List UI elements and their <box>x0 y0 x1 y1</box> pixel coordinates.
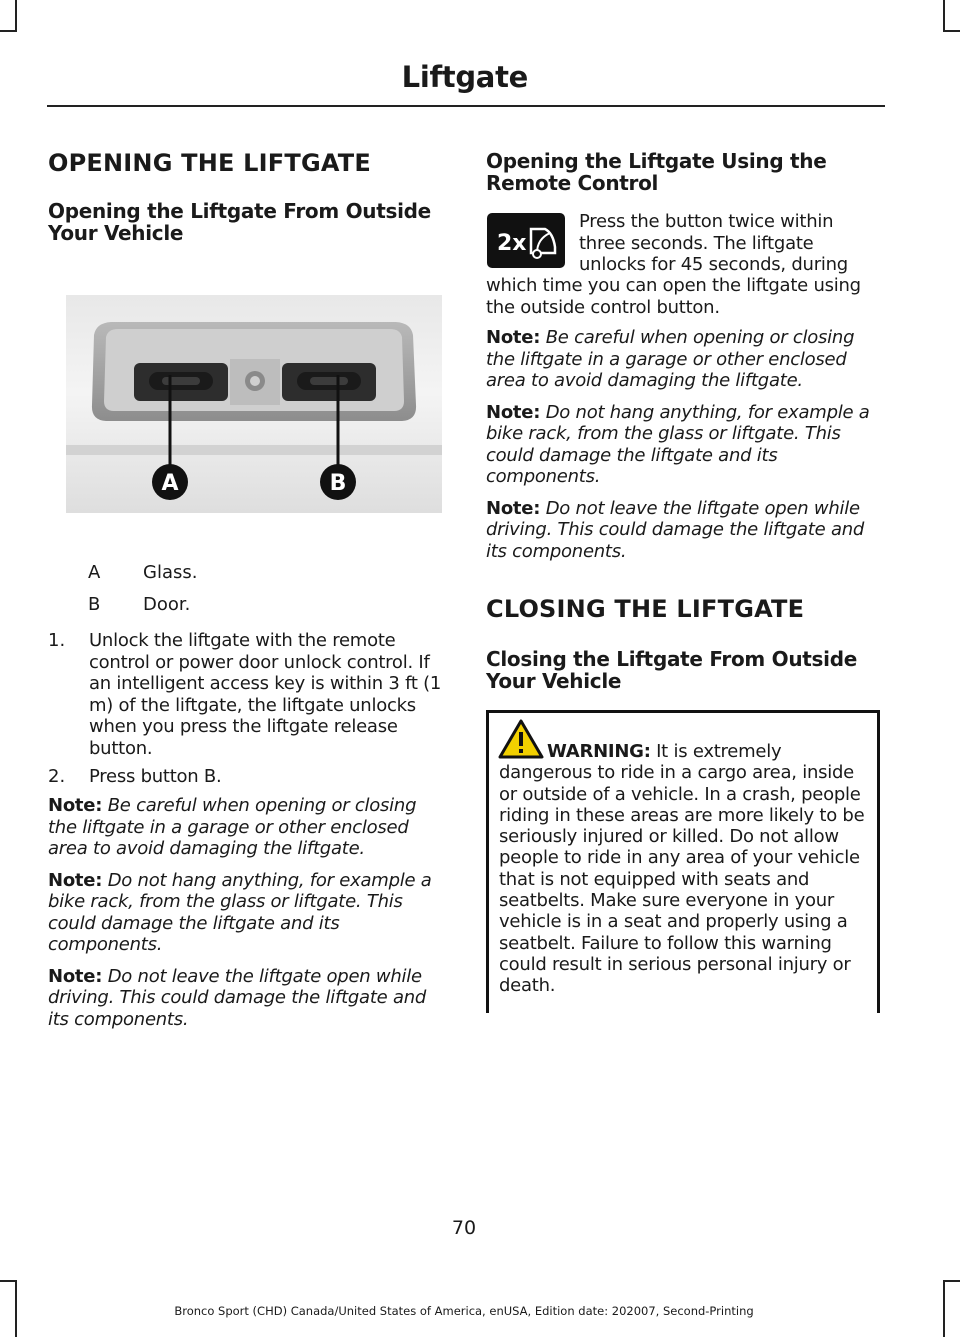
header-divider <box>47 105 885 107</box>
right-column-heading <box>486 140 882 194</box>
note-label: Note: <box>486 497 541 519</box>
note-text: Do not hang anything, for example a bike rack, from the glass or liftgate. This could damage the liftgate and its components. <box>48 869 432 955</box>
legend-value: Glass. <box>143 562 198 583</box>
note-text: Do not hang anything, for example a bike rack, from the glass or liftgate. This could damage the liftgate and its components. <box>486 401 870 487</box>
steps-list <box>48 630 448 795</box>
crop-mark <box>943 1280 960 1282</box>
note-label: Note: <box>48 965 103 987</box>
warning-label: WARNING: <box>547 741 651 762</box>
crop-mark <box>0 30 17 32</box>
liftgate-illustration <box>66 295 442 513</box>
liftgate-switches-figure <box>66 295 442 513</box>
note <box>48 966 448 1031</box>
section-title-closing: CLOSING THE LIFTGATE <box>486 595 805 623</box>
note-text: Be careful when opening or closing the liftgate in a garage or other enclosed area to avoid damaging the liftgate. <box>48 795 417 859</box>
note-text: Do not leave the liftgate open while driving. This could damage the liftgate and its components. <box>48 965 427 1030</box>
note-text: Do not leave the liftgate open while driving. This could damage the liftgate and its components. <box>486 497 865 562</box>
warning-body: It is extremely dangerous to ride in a cargo area, inside or outside of a vehicle. In a crash, people riding in these areas are more likely to be seriously injured or killed. Do not allow people to ride in any area of your vehicle that is not equipped with seats and seatbelts. Make sure everyone in your vehicle is in a seat and properly using a seatbelt. Failure to follow this warning could result in serious personal injury or death. <box>499 741 865 997</box>
note <box>486 327 882 392</box>
footer-text: Bronco Sport (CHD) Canada/United States of America, enUSA, Edition date: 202007, Second-Printing <box>174 1304 754 1318</box>
step-item <box>48 766 448 788</box>
crop-mark <box>15 0 17 32</box>
note-label: Note: <box>486 401 541 423</box>
step-number: 2. <box>48 766 66 787</box>
subsection-title-remote: Opening the Liftgate Using the Remote Control <box>486 149 827 195</box>
crop-mark <box>943 0 945 32</box>
right-notes <box>486 327 882 572</box>
page-number: 70 <box>451 1217 477 1239</box>
note-label: Note: <box>486 327 541 348</box>
remote-icon-label: 2x <box>497 231 527 256</box>
warning-text <box>499 741 873 997</box>
crop-mark <box>943 30 960 32</box>
note-label: Note: <box>48 795 103 816</box>
left-column-headings <box>48 140 448 244</box>
note <box>48 795 448 860</box>
legend-key: B <box>88 594 101 615</box>
crop-mark <box>0 1280 17 1282</box>
note-text: Be careful when opening or closing the liftgate in a garage or other enclosed area to avoid damaging the liftgate. <box>486 327 855 391</box>
left-notes <box>48 795 448 1040</box>
page-header-title: Liftgate <box>401 60 528 94</box>
step-number: 1. <box>48 630 66 651</box>
callout-a: A <box>161 471 179 496</box>
legend-value: Door. <box>143 594 191 615</box>
note-label: Note: <box>48 869 103 891</box>
remote-instructions-cont: which time you can open the liftgate using the outside control button. <box>486 275 861 318</box>
legend-key: A <box>88 562 101 583</box>
note <box>486 498 882 563</box>
subsection-title-outside: Opening the Liftgate From Outside Your Vehicle <box>48 199 431 245</box>
subsection-title-closing-outside: Closing the Liftgate From Outside Your Vehicle <box>486 647 857 693</box>
step-text: Press button B. <box>89 766 222 787</box>
crop-mark <box>943 1280 945 1337</box>
callout-b: B <box>329 471 347 496</box>
note <box>486 402 882 488</box>
remote-instructions: Press the button twice within three seconds. The liftgate unlocks for 45 seconds, during <box>579 211 848 275</box>
remote-liftgate-2x-icon <box>487 213 565 268</box>
note <box>48 870 448 956</box>
warning-box <box>486 710 880 1013</box>
section-title-opening: OPENING THE LIFTGATE <box>48 149 371 177</box>
step-text: Unlock the liftgate with the remote control or power door unlock control. If an intelligent access key is within 3 ft (1 m) of the liftgate, the liftgate unlocks when you press the liftgate release button. <box>89 630 442 759</box>
step-item <box>48 630 448 759</box>
